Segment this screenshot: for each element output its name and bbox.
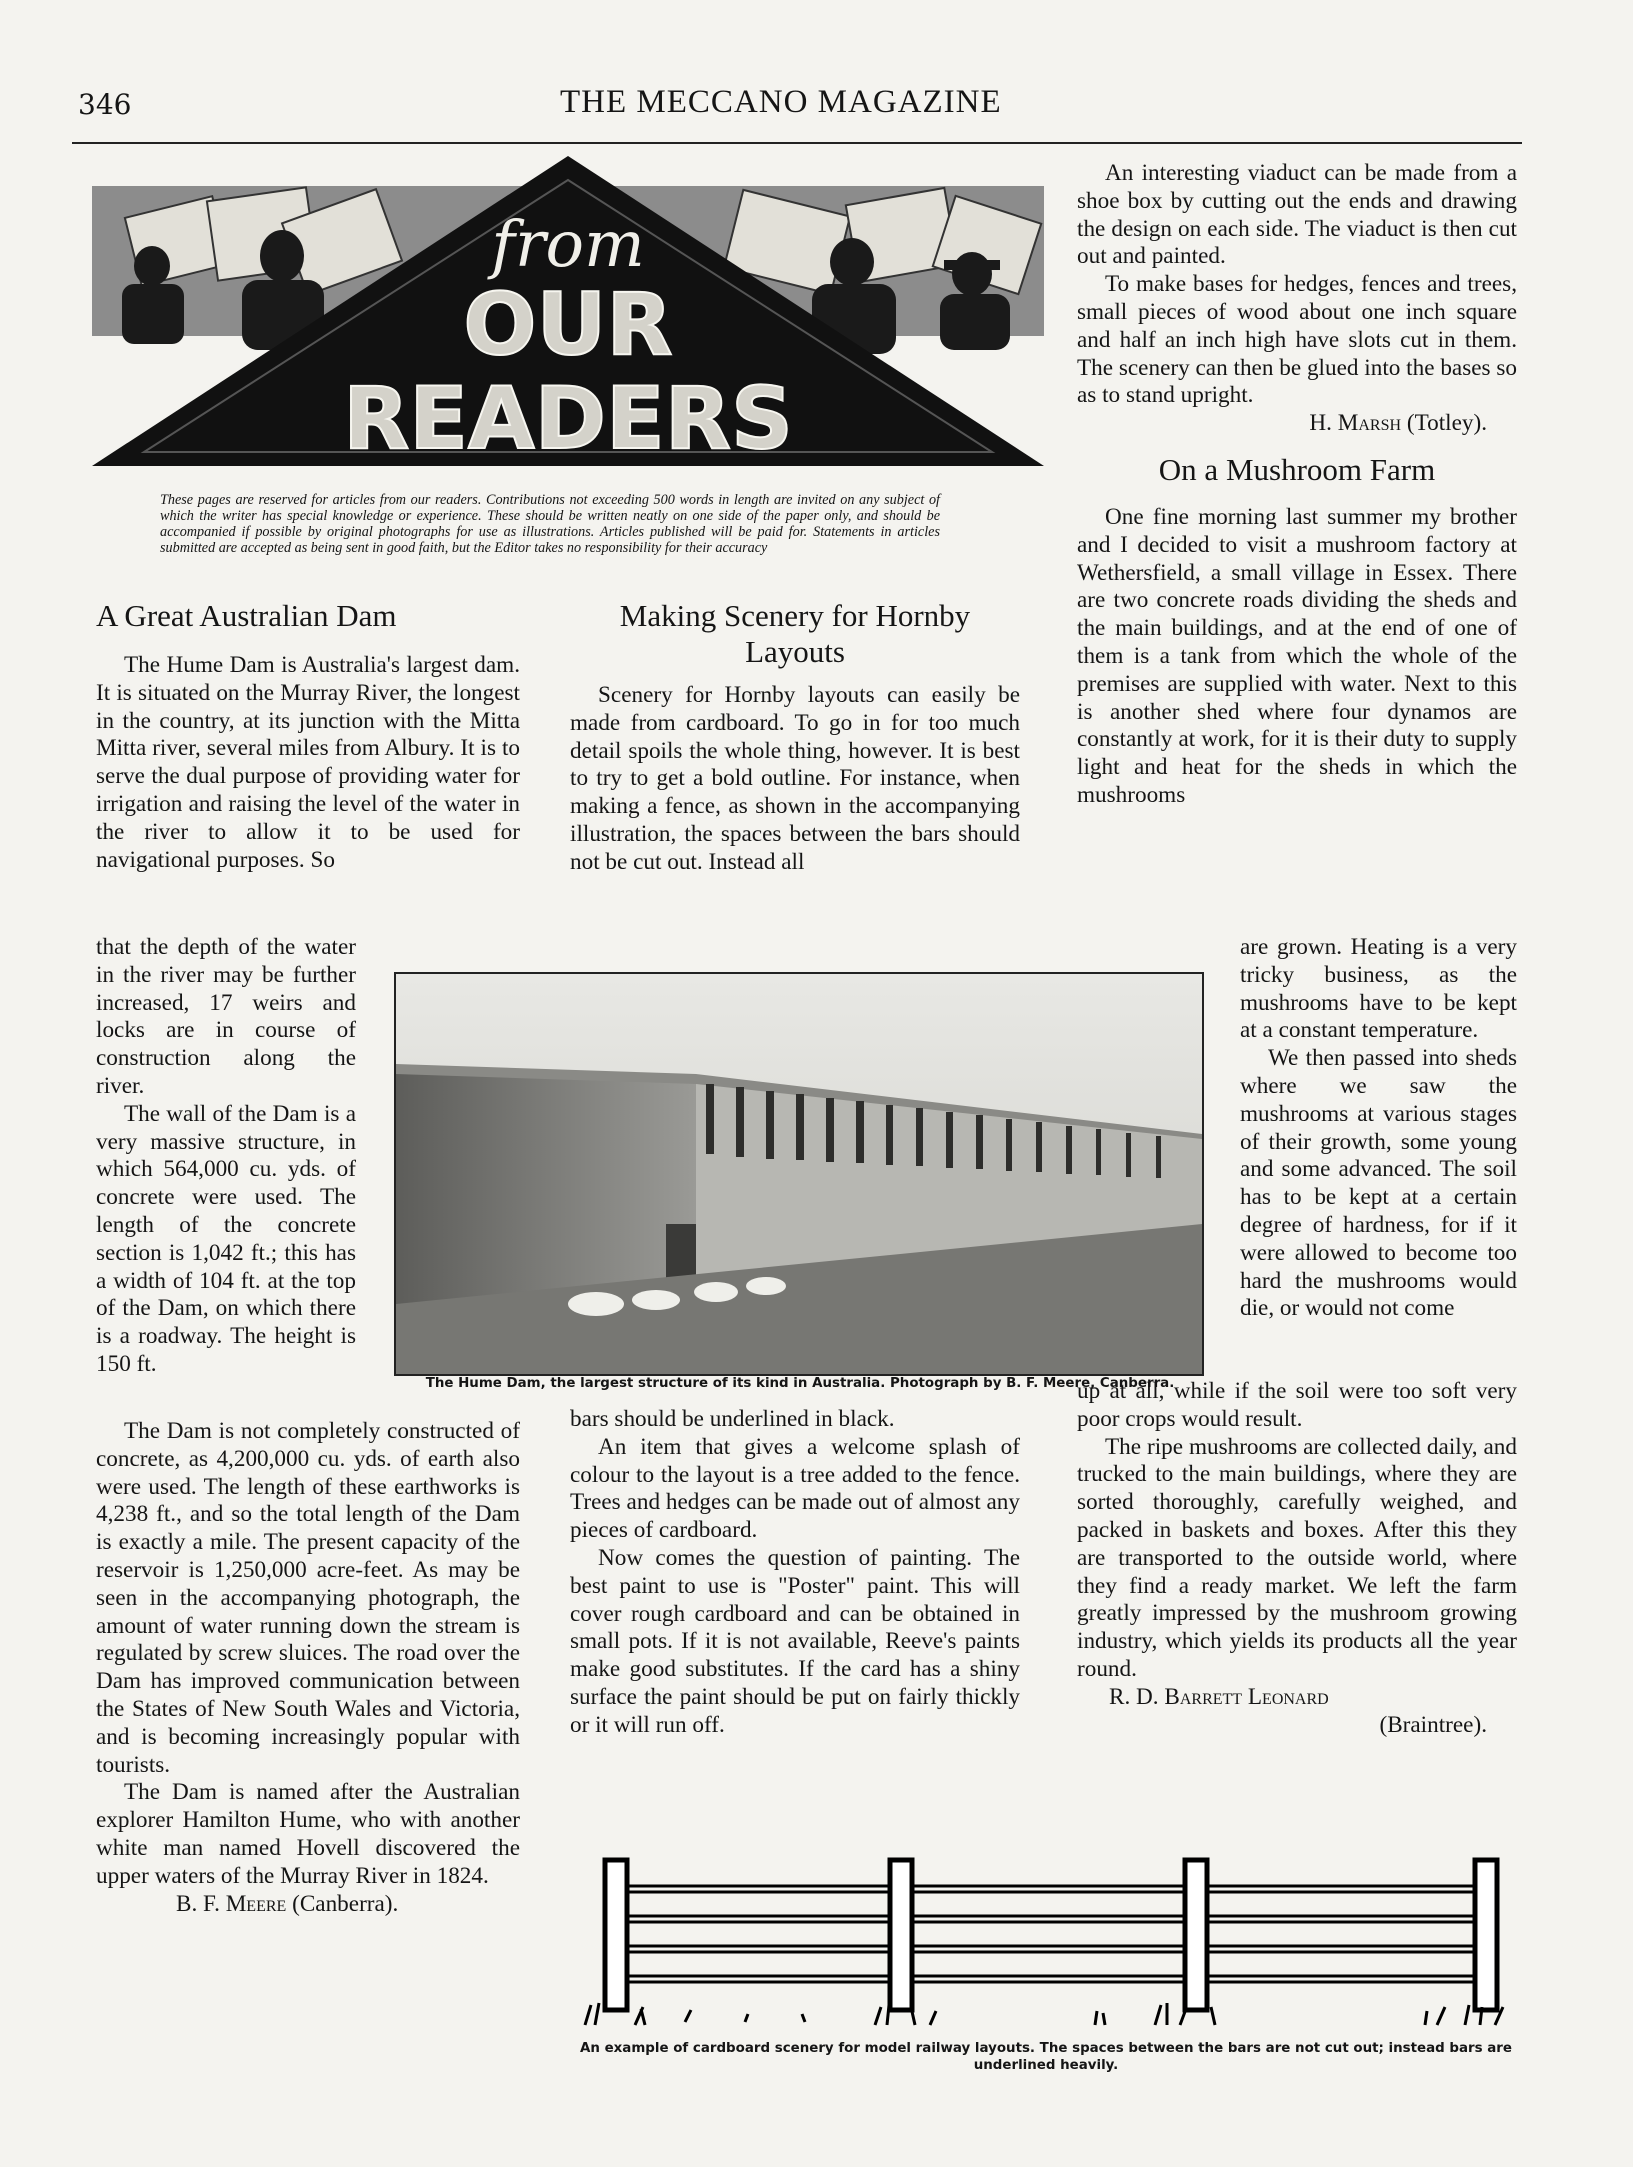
scenery-paragraph-3: Now comes the question of painting. The best paint to use is "Poster" paint. This will cover rough cardboard and can be obtained in small pots. If it is not available, Reeve's paints make good substitutes. If the card has a shiny surface the paint should be put on fairly thickly or it will run off.: [570, 1544, 1020, 1738]
header-rule: [72, 142, 1522, 144]
dam-photo-caption: The Hume Dam, the largest structure of its kind in Australia. Photograph by B. F. Meere, Canberra.: [425, 1376, 1175, 1391]
dam-article-title: A Great Australian Dam: [96, 598, 397, 633]
scenery-article-title: Making Scenery for Hornby Layouts: [619, 598, 971, 669]
mushroom-article-bottom: [1077, 1378, 1517, 1739]
dam-article-wrap: [96, 934, 356, 1379]
banner-from-word: from: [491, 208, 645, 282]
mushroom-paragraph-2: We then passed into sheds where we saw the mushrooms at various stages of their growth, some young and some advanced. The soil has to be kept at a certain degree of hardness, for if it were allowed to become too hard the mushrooms would die, or would not come: [1240, 1045, 1517, 1322]
mushroom-paragraph-1-wrap: are grown. Heating is a very tricky business, as the mushrooms have to be kept at a constant temperature.: [1240, 934, 1517, 1044]
mushroom-author-place: (Braintree).: [1379, 1711, 1487, 1738]
banner-illustration: [92, 156, 1044, 474]
fence-illustration: [575, 1850, 1520, 2030]
fence-caption: An example of cardboard scenery for model railway layouts. The spaces between the bars are not cut out; instead bars are underlined heavily.: [580, 2041, 1512, 2073]
dam-article-top: [96, 598, 520, 874]
dam-paragraph-1-wrap: that the depth of the water in the river may be further increased, 17 weirs and locks are in course of construction along the river.: [96, 934, 356, 1099]
mushroom-article-title: On a Mushroom Farm: [1158, 451, 1436, 487]
scenery-paragraph-1-cont: bars should be underlined in black.: [570, 1406, 895, 1432]
dam-author-place: (Canberra).: [292, 1890, 399, 1917]
editor-note: These pages are reserved for articles from our readers. Contributions not exceeding 500 words in length are invited on any subject of which the writer has special knowledge or experience. These should be written neatly on one side of the paper only, and should be accompanied if possible by original photographs for use as illustrations. Articles published will be paid for. Statements in articles submitted are accepted as being sent in good faith, but the Editor takes no responsibility for their accuracy: [160, 492, 940, 556]
from-our-readers-banner: [92, 156, 1044, 474]
page-number: 346: [78, 88, 132, 121]
mushroom-article-wrap: [1240, 934, 1517, 1323]
mushroom-paragraph-2-cont: up at all, while if the soil were too soft very poor crops would result.: [1077, 1378, 1517, 1432]
scenery-article-top: [570, 598, 1020, 877]
dam-paragraph-4: The Dam is named after the Australian explorer Hamilton Hume, who with another white man named Hovell discovered the upper waters of the Murray River in 1824.: [96, 1779, 520, 1889]
column-three-top: [1077, 160, 1517, 810]
banner-our-word: OUR: [463, 275, 673, 375]
scenery-paragraph-5: To make bases for hedges, fences and trees, small pieces of wood about one inch square and half an inch high have slots cut in them. The scenery can then be glued into the bases so as to stand upright.: [1077, 271, 1517, 409]
mushroom-paragraph-1: One fine morning last summer my brother and I decided to visit a mushroom factory at Wethersfield, a small village in Essex. There are two concrete roads dividing the sheds and the main buildings, and at the end of one of them is a tank from which the whole of the premises are supplied with water. Next to this is another shed where four dynamos are constantly at work, for it is their duty to supply light and heat for the sheds in which the mushrooms: [1077, 503, 1517, 808]
scenery-article-bottom: [570, 1406, 1020, 1740]
dam-paragraph-2: The wall of the Dam is a very massive structure, in which 564,000 cu. yds. of concrete were used. The length of the concrete section is 1,042 ft.; this has a width of 104 ft. at the top of the Dam, on which there is a roadway. The height is 150 ft.: [96, 1100, 356, 1377]
scenery-paragraph-1: Scenery for Hornby layouts can easily be made from cardboard. To go in for too much detail spoils the whole thing, however. It is best to try to get a bold outline. For instance, when making a fence, as shown in the accompanying illustration, the spaces between the bars should not be cut out. Instead all: [570, 682, 1020, 875]
running-title: THE MECCANO MAGAZINE: [560, 84, 1002, 120]
mushroom-paragraph-3: The ripe mushrooms are collected daily, and trucked to the main buildings, where they are sorted thoroughly, carefully weighed, and packed in baskets and boxes. After this they are transported to the outside world, where they find a ready market. We left the farm greatly impressed by the mushroom growing industry, which yields its products all the year round.: [1077, 1433, 1517, 1682]
mushroom-author: R. D. Barrett Leonard: [1109, 1683, 1329, 1710]
scenery-paragraph-4: An interesting viaduct can be made from a shoe box by cutting out the ends and drawing the design on each side. The viaduct is then cut out and painted.: [1077, 160, 1517, 270]
dam-article-bottom: [96, 1418, 520, 1918]
scenery-author: H. Marsh: [1309, 410, 1402, 437]
scenery-paragraph-2: An item that gives a welcome splash of colour to the layout is a tree added to the fence. Trees and hedges can be made out of almost any pieces of cardboard.: [570, 1433, 1020, 1544]
banner-readers-word: READERS: [343, 369, 793, 469]
dam-author: B. F. Meere: [176, 1890, 287, 1917]
scenery-author-place: (Totley).: [1406, 410, 1487, 437]
hume-dam-photo: [394, 972, 1204, 1376]
dam-paragraph-1: The Hume Dam is Australia's largest dam. It is situated on the Murray River, the longest in the country, at its junction with the Mitta Mitta river, several miles from Albury. It is to serve the dual purpose of providing water for irrigation and raising the level of the water in the river to allow it to be used for navigational purposes. So: [96, 652, 520, 873]
dam-paragraph-3: The Dam is not completely constructed of concrete, as 4,200,000 cu. yds. of earth also were used. The length of these earthworks is 4,238 ft., and so the total length of the Dam is exactly a mile. The present capacity of the reservoir is 1,250,000 acre-feet. As may be seen in the accompanying photograph, the amount of water running down the stream is regulated by screw sluices. The road over the Dam has improved communication between the States of New South Wales and Victoria, and is becoming increasingly popular with tourists.: [96, 1418, 520, 1778]
